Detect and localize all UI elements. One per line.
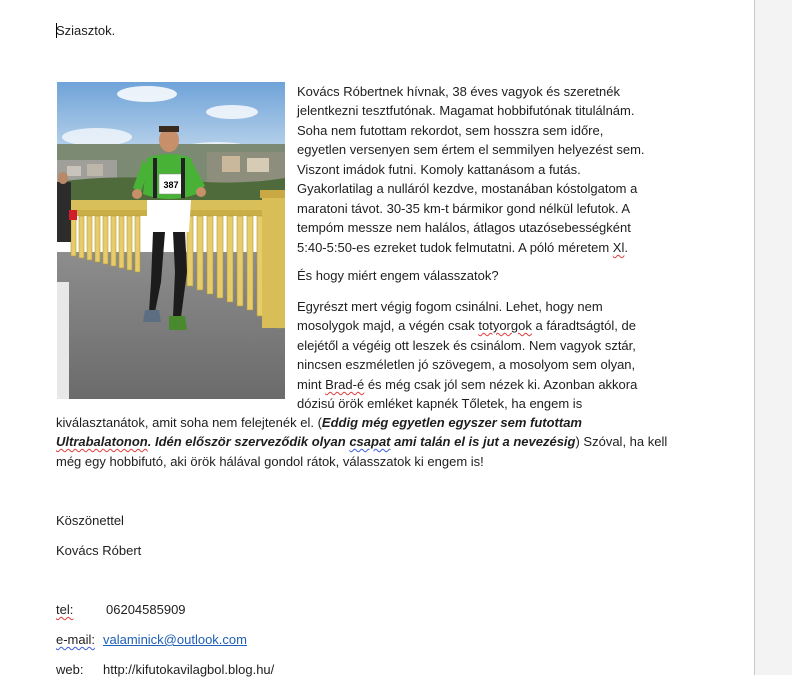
workspace-gutter	[755, 0, 792, 675]
email-link-wrap	[103, 632, 247, 647]
answer-line: Egyrészt mert végig fogom csinálni. Lehet, hogy nem	[297, 299, 603, 314]
runner-photo[interactable]	[57, 82, 285, 399]
grammar-flag-word: csapat	[349, 434, 391, 449]
answer-line	[56, 415, 582, 430]
closing: Köszönettel	[56, 513, 124, 528]
answer-text: mosolygok majd, a végén csak	[297, 318, 479, 333]
intro-line: jelentkezni tesztfutónak. Magamat hobbifutónak titulálnám.	[297, 103, 635, 118]
email-label-text: e-mail:	[56, 632, 96, 647]
question: És hogy miért engem válasszatok?	[297, 268, 499, 283]
answer-line: elejétől a végéig ott leszek és csinálom. Nem vagyok sztár,	[297, 338, 636, 353]
answer-line: dózisú örök emléket kapnék Tőletek, ha engem is	[297, 396, 583, 411]
answer-line: nincsen eszméletlen jó szövegem, a mosolyom sem olyan,	[297, 357, 636, 372]
answer-text: a fáradtságtól, de	[531, 318, 636, 333]
misspelled-word: Ultrabalatonon	[56, 434, 148, 449]
shirt-size: Xl	[612, 240, 625, 255]
web-label: web:	[56, 662, 84, 677]
misspelled-word: Brad-é	[325, 377, 365, 392]
email-link[interactable]: valaminick@outlook.com	[103, 632, 247, 647]
answer-line	[297, 318, 636, 333]
bib-number: 387	[163, 180, 179, 190]
tel-label	[56, 602, 73, 617]
greeting: Sziasztok.	[56, 23, 116, 38]
intro-line: Soha nem futottam rekordot, sem hosszra sem időre,	[297, 123, 604, 138]
answer-emphasis: . Idén először szerveződik olyan	[147, 434, 350, 449]
answer-emphasis: ami talán el is jut a nevezésig	[390, 434, 576, 449]
intro-line: Gyakorlatilag a nulláról kezdve, mostanában kóstolgatom a	[297, 181, 638, 196]
answer-text: kiválasztanátok, amit soha nem felejtenék el. (	[56, 415, 322, 430]
intro-last-end: .	[624, 240, 628, 255]
misspelled-word: totyorgok	[478, 318, 532, 333]
intro-line: egyetlen versenyen sem értem el semmilyen helyezést sem.	[297, 142, 645, 157]
tel-value: 06204585909	[106, 602, 186, 617]
answer-text: mint	[297, 377, 326, 392]
email-label	[56, 632, 95, 647]
intro-line: maratoni távot. 30-35 km-t bármikor gond nélkül lefutok. A	[297, 201, 631, 216]
answer-line	[297, 377, 637, 392]
intro-line: Viszont imádok futni. Komoly kattanásom a futás.	[297, 162, 581, 177]
answer-line: még egy hobbifutó, aki örök hálával gondol rátok, válasszatok ki engem is!	[56, 454, 484, 469]
signature: Kovács Róbert	[56, 543, 142, 558]
intro-line	[297, 240, 628, 255]
answer-text: és még csak jól sem nézek ki. Azonban akkora	[364, 377, 638, 392]
intro-line: tempóm messze nem halálos, átlagos utazósebességként	[297, 220, 631, 235]
answer-text: ) Szóval, ha kell	[575, 434, 668, 449]
web-url: http://kifutokavilagbol.blog.hu/	[103, 662, 275, 677]
answer-emphasis: Eddig még egyetlen egyszer sem futottam	[321, 415, 582, 430]
runner-photo-image	[57, 82, 285, 399]
answer-line	[56, 434, 667, 449]
intro-line: Kovács Róbertnek hívnak, 38 éves vagyok és szeretnék	[297, 84, 621, 99]
tel-label-text: tel:	[56, 602, 74, 617]
intro-last-text: 5:40-5:50-es ezreket tudok felmutatni. A póló méretem	[297, 240, 613, 255]
